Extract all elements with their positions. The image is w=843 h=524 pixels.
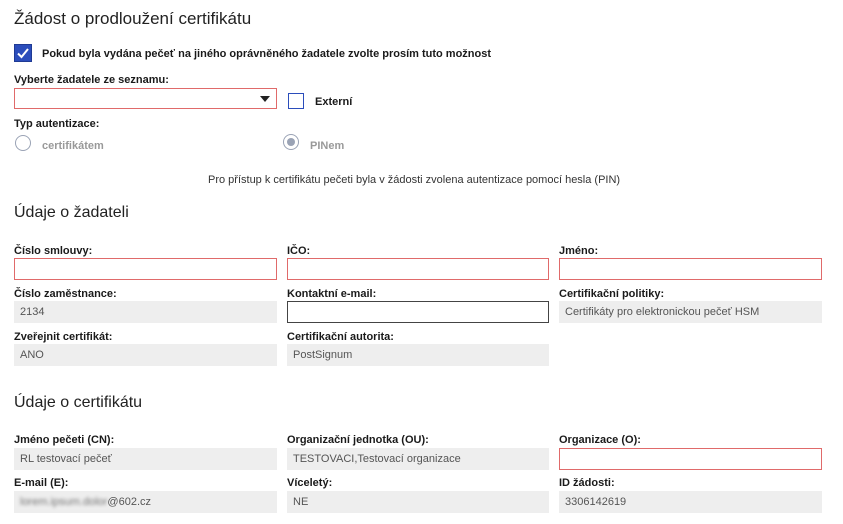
seal-name-field: RL testovací pečeť	[14, 448, 277, 470]
multi-year-field: NE	[287, 491, 549, 513]
external-label: Externí	[315, 96, 353, 108]
cert-authority-field: PostSignum	[287, 344, 549, 366]
contact-email-input[interactable]	[287, 301, 549, 323]
contact-email-label: Kontaktní e-mail:	[287, 288, 377, 300]
applicant-section-title: Údaje o žadateli	[14, 204, 129, 221]
email-label: E-mail (E):	[14, 477, 69, 489]
external-checkbox[interactable]	[288, 93, 304, 109]
dropdown-arrow-icon	[260, 96, 270, 102]
organization-label: Organizace (O):	[559, 434, 641, 446]
multi-year-label: Víceletý:	[287, 477, 333, 489]
other-applicant-checkbox[interactable]	[14, 44, 32, 62]
contract-number-input[interactable]	[14, 258, 277, 280]
email-field	[14, 491, 277, 513]
org-unit-label: Organizační jednotka (OU):	[287, 434, 429, 446]
org-unit-field: TESTOVACI,Testovací organizace	[287, 448, 549, 470]
auth-info-text: Pro přístup k certifikátu pečeti byla v žádosti zvolena autentizace pomocí hesla (PIN)	[208, 174, 621, 186]
auth-pin-radio[interactable]	[283, 134, 299, 150]
name-label: Jméno:	[559, 245, 599, 257]
applicant-select-label: Vyberte žadatele ze seznamu:	[14, 74, 169, 86]
auth-pin-label: PINem	[310, 140, 345, 152]
cert-authority-label: Certifikační autorita:	[287, 331, 394, 343]
employee-number-label: Číslo zaměstnance:	[14, 288, 117, 300]
cert-policy-label: Certifikační politiky:	[559, 288, 665, 300]
cert-policy-field: Certifikáty pro elektronickou pečeť HSM	[559, 301, 822, 323]
page-title: Žádost o prodloužení certifikátu	[14, 9, 252, 28]
ico-input[interactable]	[287, 258, 549, 280]
seal-name-label: Jméno pečeti (CN):	[14, 434, 115, 446]
other-applicant-label: Pokud byla vydána pečeť na jiného oprávněného žadatele zvolte prosím tuto možnost	[42, 48, 492, 60]
name-input[interactable]	[559, 258, 822, 280]
email-redacted-part: lorem.ipsum.dolor	[20, 496, 108, 508]
organization-input[interactable]	[559, 448, 822, 470]
checkmark-icon	[15, 45, 31, 61]
email-domain: @602.cz	[107, 496, 151, 508]
employee-number-field: 2134	[14, 301, 277, 323]
ico-label: IČO:	[287, 245, 311, 257]
request-id-label: ID žádosti:	[559, 477, 615, 489]
contract-number-label: Číslo smlouvy:	[14, 245, 93, 257]
request-id-field: 3306142619	[559, 491, 822, 513]
auth-certificate-label: certifikátem	[42, 140, 104, 152]
publish-cert-field: ANO	[14, 344, 277, 366]
applicant-select[interactable]	[14, 88, 277, 109]
auth-certificate-radio[interactable]	[15, 135, 31, 151]
auth-type-label: Typ autentizace:	[14, 118, 100, 130]
publish-cert-label: Zveřejnit certifikát:	[14, 331, 113, 343]
certificate-section-title: Údaje o certifikátu	[14, 394, 143, 411]
